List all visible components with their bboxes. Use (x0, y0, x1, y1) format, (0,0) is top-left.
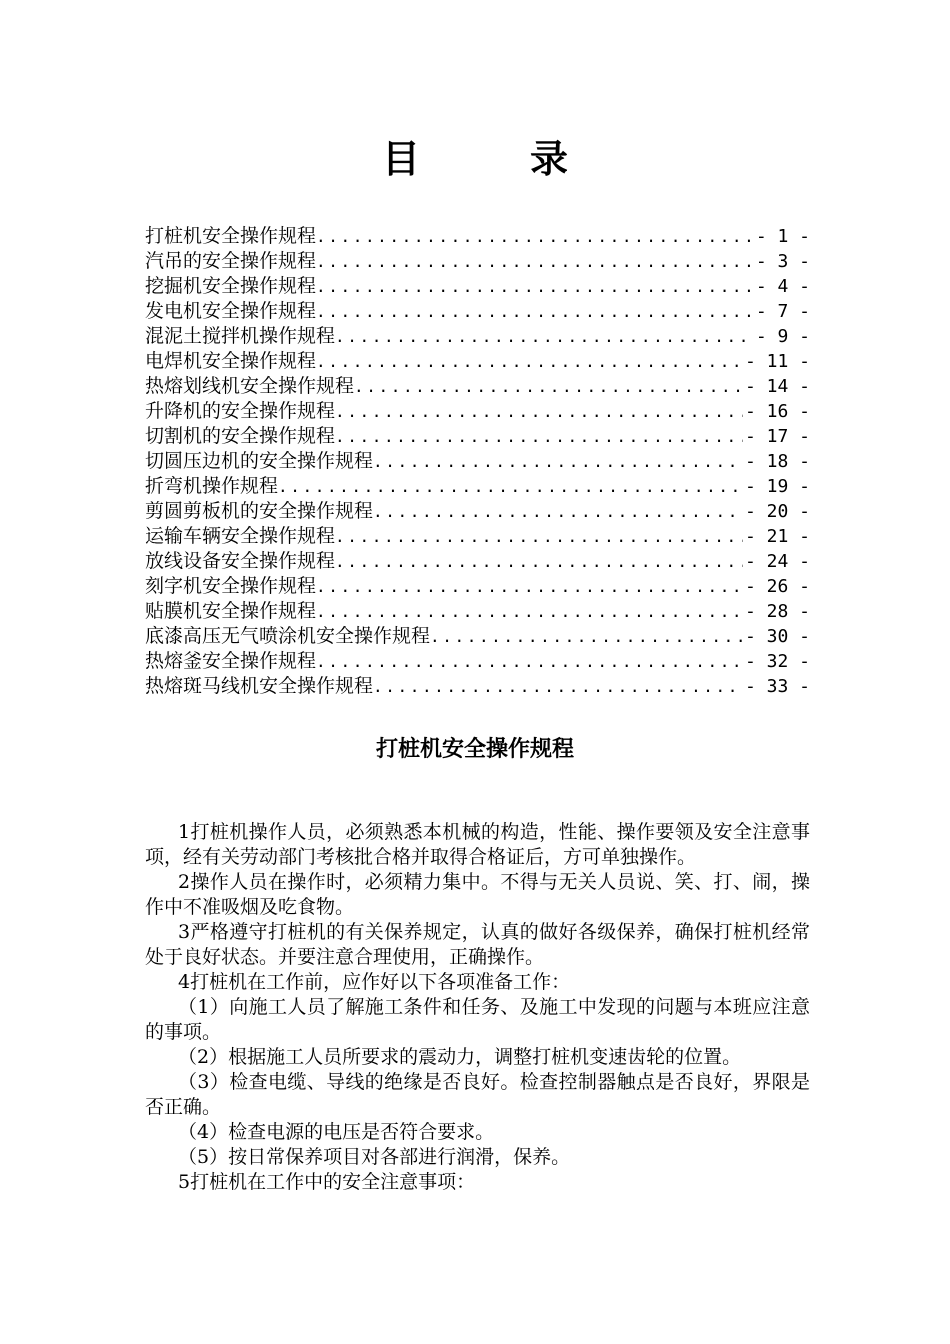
toc-entry-label: 刻字机安全操作规程 (145, 575, 317, 597)
toc-entry-label: 切割机的安全操作规程 (145, 425, 336, 447)
toc-leader-dots (278, 474, 743, 499)
toc-entry-label: 挖掘机安全操作规程 (145, 275, 317, 297)
toc-leader-dots (316, 349, 743, 374)
toc-leader-dots (316, 249, 754, 274)
toc-entry-label: 折弯机操作规程 (145, 475, 279, 497)
toc-entry-page: - 30 - (744, 626, 810, 647)
toc-entry-page: - 19 - (744, 476, 810, 497)
toc-entry[interactable] (145, 274, 810, 299)
toc-title-char-1: 目 (381, 136, 420, 181)
toc-leader-dots (335, 424, 743, 449)
toc-entry[interactable] (145, 599, 810, 624)
toc-entry-label: 热熔划线机安全操作规程 (145, 375, 355, 397)
toc-leader-dots (373, 499, 743, 524)
toc-entry[interactable] (145, 574, 810, 599)
toc-entry-label: 放线设备安全操作规程 (145, 550, 336, 572)
body-paragraph: 2操作人员在操作时，必须精力集中。不得与无关人员说、笑、打、闹，操作中不准吸烟及吃食物。 (145, 871, 810, 918)
toc-entry-page: - 14 - (744, 376, 810, 397)
toc-entry[interactable] (145, 349, 810, 374)
toc-entry[interactable] (145, 224, 810, 249)
toc-leader-dots (316, 649, 743, 674)
body-paragraph: （1）向施工人员了解施工条件和任务、及施工中发现的问题与本班应注意的事项。 (145, 996, 810, 1043)
toc-entry[interactable] (145, 324, 810, 349)
toc-entry-label: 汽吊的安全操作规程 (145, 250, 317, 272)
toc-entry-page: - 18 - (744, 451, 810, 472)
toc-entry[interactable] (145, 524, 810, 549)
toc-entry-label: 热熔釜安全操作规程 (145, 650, 317, 672)
body-paragraph: （5）按日常保养项目对各部进行润滑，保养。 (178, 1146, 571, 1168)
body-paragraph: 5打桩机在工作中的安全注意事项： (178, 1171, 476, 1193)
body-paragraph: （2）根据施工人员所要求的震动力，调整打桩机变速齿轮的位置。 (178, 1046, 742, 1068)
toc-leader-dots (335, 524, 743, 549)
toc-leader-dots (373, 449, 743, 474)
toc-leader-dots (316, 599, 743, 624)
toc-entry-label: 运输车辆安全操作规程 (145, 525, 336, 547)
toc-title (0, 128, 950, 183)
toc-entry-page: - 16 - (744, 401, 810, 422)
toc-entry[interactable] (145, 499, 810, 524)
toc-entry-page: - 26 - (744, 576, 810, 597)
toc-entry-label: 贴膜机安全操作规程 (145, 600, 317, 622)
toc-leader-dots (354, 374, 743, 399)
toc-entry-page: - 3 - (755, 251, 810, 272)
toc-entry[interactable] (145, 649, 810, 674)
toc-entry-page: - 20 - (744, 501, 810, 522)
section-title: 打桩机安全操作规程 (375, 736, 574, 762)
toc-entry-page: - 17 - (744, 426, 810, 447)
toc-entry-page: - 33 - (744, 676, 810, 697)
section-body (145, 820, 810, 1195)
toc-entry-page: - 9 - (755, 326, 810, 347)
table-of-contents (145, 224, 810, 699)
toc-entry[interactable] (145, 299, 810, 324)
toc-entry-label: 发电机安全操作规程 (145, 300, 317, 322)
body-paragraph: （3）检查电缆、导线的绝缘是否良好。检查控制器触点是否良好，界限是否正确。 (145, 1071, 810, 1118)
toc-entry[interactable] (145, 674, 810, 699)
toc-entry-label: 电焊机安全操作规程 (145, 350, 317, 372)
body-paragraph: 3严格遵守打桩机的有关保养规定，认真的做好各级保养，确保打桩机经常处于良好状态。并要注意合理使用，正确操作。 (145, 921, 810, 968)
toc-leader-dots (316, 574, 743, 599)
toc-entry-page: - 28 - (744, 601, 810, 622)
toc-entry-label: 切圆压边机的安全操作规程 (145, 450, 374, 472)
toc-entry-label: 打桩机安全操作规程 (145, 225, 317, 247)
body-paragraph: 1打桩机操作人员，必须熟悉本机械的构造，性能、操作要领及安全注意事项，经有关劳动部门考核批合格并取得合格证后，方可单独操作。 (145, 821, 810, 868)
toc-title-char-2: 录 (530, 136, 569, 181)
toc-leader-dots (335, 399, 743, 424)
toc-entry-label: 剪圆剪板机的安全操作规程 (145, 500, 374, 522)
toc-entry-page: - 21 - (744, 526, 810, 547)
toc-leader-dots (335, 324, 754, 349)
toc-leader-dots (316, 224, 754, 249)
toc-entry-page: - 4 - (755, 276, 810, 297)
toc-entry-page: - 11 - (744, 351, 810, 372)
toc-leader-dots (335, 549, 743, 574)
toc-leader-dots (316, 274, 754, 299)
toc-entry-page: - 24 - (744, 551, 810, 572)
toc-entry[interactable] (145, 399, 810, 424)
toc-entry-label: 混泥土搅拌机操作规程 (145, 325, 336, 347)
toc-entry[interactable] (145, 449, 810, 474)
toc-entry[interactable] (145, 424, 810, 449)
toc-entry-label: 底漆高压无气喷涂机安全操作规程 (145, 625, 431, 647)
toc-leader-dots (373, 674, 743, 699)
toc-entry[interactable] (145, 549, 810, 574)
toc-entry[interactable] (145, 374, 810, 399)
body-paragraph: 4打桩机在工作前，应作好以下各项准备工作： (178, 971, 571, 993)
toc-entry-page: - 32 - (744, 651, 810, 672)
toc-entry-page: - 7 - (755, 301, 810, 322)
toc-entry-label: 热熔斑马线机安全操作规程 (145, 675, 374, 697)
toc-entry-label: 升降机的安全操作规程 (145, 400, 336, 422)
toc-entry-page: - 1 - (755, 226, 810, 247)
toc-entry[interactable] (145, 249, 810, 274)
toc-leader-dots (430, 624, 743, 649)
toc-entry[interactable] (145, 624, 810, 649)
toc-entry[interactable] (145, 474, 810, 499)
body-paragraph: （4）检查电源的电压是否符合要求。 (178, 1121, 495, 1143)
toc-leader-dots (316, 299, 754, 324)
